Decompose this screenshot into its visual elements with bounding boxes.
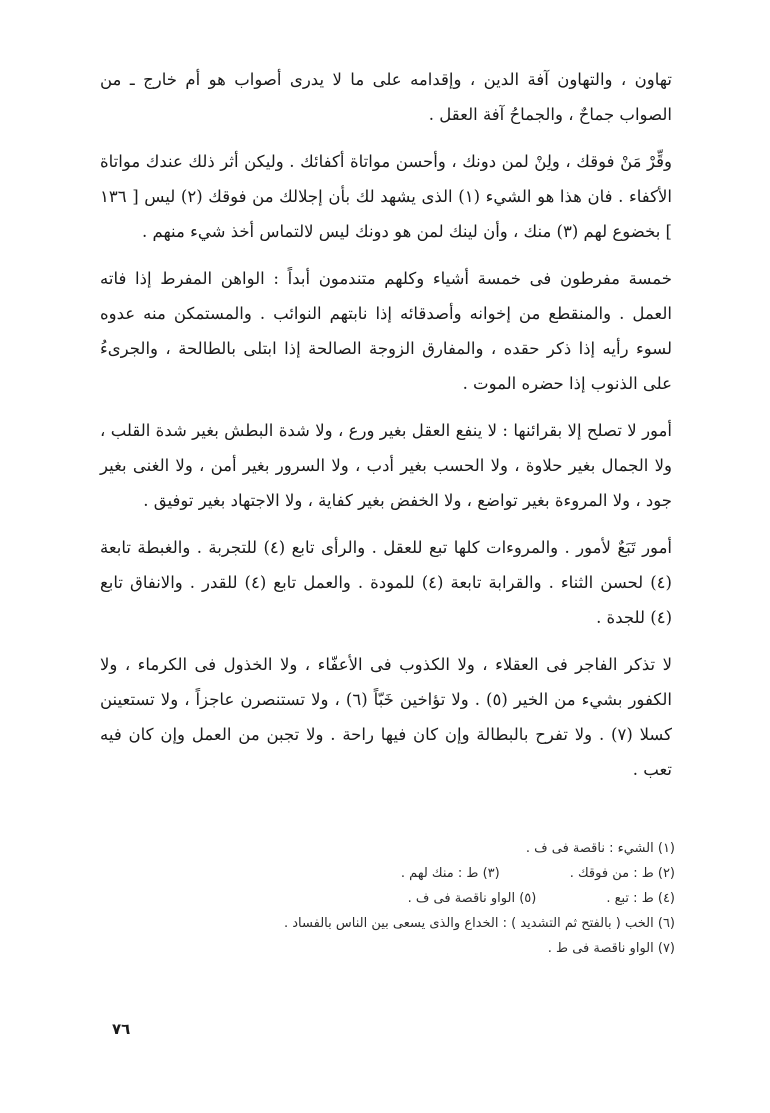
paragraph xyxy=(100,413,672,518)
footnote-row xyxy=(110,861,675,886)
footnote: (٥) الواو ناقصة فى ف . xyxy=(407,891,537,906)
footnote: (٣) ط : منك لهم . xyxy=(400,866,500,881)
paragraph xyxy=(100,144,672,249)
paragraph-text: أمور لا تصلح إلا بقرائنها : لا ينفع العقل بغير ورع ، ولا شدة البطش بغير شدة القلب ، ولا الجمال بغير حلاوة ، ولا الحسب بغير أدب ، ولا السرور بغير أمن ، ولا الغنى بغير جود ، ولا المروءة بغير تواضع ، ولا الخفض بغير كفاية ، ولا الاجتهاد بغير توفيق . xyxy=(100,421,672,510)
footnote-row xyxy=(110,911,675,936)
paragraph xyxy=(100,530,672,635)
footnotes xyxy=(110,836,675,961)
footnote-row xyxy=(110,836,675,861)
footnote: (٧) الواو ناقصة فى ط . xyxy=(547,941,675,956)
paragraph-text: خمسة مفرطون فى خمسة أشياء وكلهم متندمون أبداً : الواهن المفرط إذا فاته العمل . والمنقطع من إخوانه وأصدقائه إذا نابتهم النوائب . والمستمكن منه عدوه لسوء رأيه إذا ذكر حقده ، والمفارق الزوجة الصالحة إذا ابتلى بالطالحة ، والجرىءُ على الذنوب إذا حضره الموت . xyxy=(100,269,672,393)
paragraph-text: أمور تَبَعٌ لأمور . والمروءات كلها تبع للعقل . والرأى تابع (٤) للتجربة . والغبطة تابعة (٤) لحسن الثناء . والقرابة تابعة (٤) للمودة . والعمل تابع (٤) للقدر . والانفاق تابع (٤) للجدة . xyxy=(100,538,672,627)
footnote: (٤) ط : تبع . xyxy=(606,891,675,906)
page-number: ٧٦ xyxy=(112,1020,131,1038)
footnote: (٢) ط : من فوقك . xyxy=(569,866,675,881)
footnote: (٦) الخب ( بالفتح ثم التشديد ) : الخداع والذى يسعى بين الناس بالفساد . xyxy=(284,916,675,931)
paragraph xyxy=(100,261,672,401)
footnote-row xyxy=(110,936,675,961)
main-text xyxy=(100,62,672,799)
paragraph-text: وقِّرْ مَنْ فوقك ، ولِنْ لمن دونك ، وأحسن مواتاة أكفائك . وليكن أثر ذلك عندك مواتاة الأكفاء . فان هذا هو الشيء (١) الذى يشهد لك بأن إجلالك من فوقك (٢) ليس [ ١٣٦ ] بخضوع لهم (٣) منك ، وأن لينك لمن هو دونك ليس لالتماس أخذ شيء منهم . xyxy=(100,152,672,241)
paragraph-text: تهاون ، والتهاون آفة الدين ، وإقدامه على ما لا يدرى أصواب هو أم خارج ـ من الصواب جماحٌ ، والجماحُ آفة العقل . xyxy=(100,70,672,124)
paragraph-text: لا تذكر الفاجر فى العقلاء ، ولا الكذوب فى الأعفّاء ، ولا الخذول فى الكرماء ، ولا الكفور بشيء من الخير (٥) . ولا تؤاخين خَبّاً (٦) ، ولا تستنصرن عاجزاً ، ولا تستعينن كسلا (٧) . ولا تفرح بالبطالة وإن كان فيها راحة . ولا تجبن من العمل وإن كان فيه تعب . xyxy=(100,655,673,779)
footnote: (١) الشيء : ناقصة فى ف . xyxy=(525,841,675,856)
paragraph xyxy=(100,62,672,132)
paragraph xyxy=(100,647,672,787)
footnote-row xyxy=(110,886,675,911)
